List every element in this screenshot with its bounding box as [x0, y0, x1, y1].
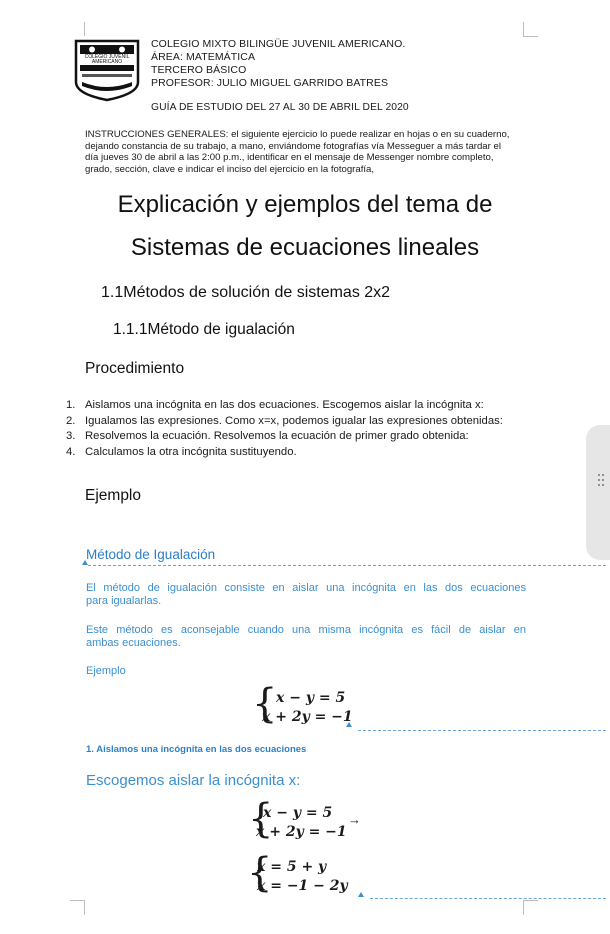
insertion-marker: [358, 892, 364, 897]
procedure-list: [66, 399, 536, 458]
equation: x = 5 + y: [257, 859, 327, 875]
procedure-step: [66, 415, 536, 427]
dashed-rule: [88, 565, 606, 566]
choose-variable-text: Escogemos aislar la incógnita x:: [86, 772, 301, 789]
equation: x + 2y = −1: [262, 709, 353, 725]
instructions-line: dejando constancia de su trabajo, a mano, enviándome fotografías vía Messeguer a más tardar el: [85, 140, 501, 152]
section-heading-methods: 1.1Métodos de solución de sistemas 2x2: [101, 284, 391, 301]
title-line-2: Sistemas de ecuaciones lineales: [130, 234, 480, 261]
drag-grip-icon[interactable]: [597, 473, 605, 487]
paragraph-line: para igualarlas.: [86, 595, 162, 607]
paragraph-line: El método de igualación consiste en aislar una incógnita en las dos ecuaciones: [86, 582, 526, 594]
corner-mark-bottom-left: [70, 900, 85, 915]
instructions-line: INSTRUCCIONES GENERALES: el siguiente ejercicio lo puede realizar en hojas o en su cuaderno,: [85, 129, 510, 140]
school-logo: [72, 38, 142, 102]
method-heading: Método de Igualación: [86, 547, 216, 562]
instructions-line: grado, sección, clave e indicar el inciso del ejercicio en la fotografía,: [85, 163, 375, 175]
procedure-step: [66, 446, 536, 458]
equation: x + 2y = −1: [256, 824, 347, 840]
study-guide-dates: GUÍA DE ESTUDIO DEL 27 AL 30 DE ABRIL DEL 2020: [151, 102, 409, 113]
step-text: Aislamos una incógnita en las dos ecuaciones. Escogemos aislar la incógnita x:: [85, 399, 484, 411]
step-number: 2.: [66, 414, 76, 427]
title-line-1: Explicación y ejemplos del tema de: [117, 191, 493, 218]
general-instructions: [85, 129, 525, 175]
step-number: 4.: [66, 445, 76, 458]
school-name: COLEGIO MIXTO BILINGÜE JUVENIL AMERICANO.: [151, 38, 406, 50]
arrow-icon: →: [348, 812, 361, 827]
method-paragraph-1: [86, 582, 526, 608]
corner-mark-top-left: [70, 22, 85, 36]
procedure-heading: Procedimiento: [85, 360, 185, 377]
procedure-step: [66, 430, 536, 442]
section-heading-equalization: 1.1.1Método de igualación: [113, 321, 295, 338]
teacher-name: PROFESOR: JULIO MIGUEL GARRIDO BATRES: [151, 77, 389, 89]
method-paragraph-2: [86, 624, 526, 650]
corner-mark-bottom-right: [523, 900, 538, 915]
step-text: Resolvemos la ecuación. Resolvemos la ecuación de primer grado obtenida:: [85, 430, 469, 443]
equation: x = −1 − 2y: [257, 878, 348, 894]
method-example-label: Ejemplo: [86, 665, 126, 677]
insertion-marker: [346, 722, 352, 727]
step-text: Igualamos las expresiones. Como x=x, podemos igualar las expresiones obtenidas:: [85, 414, 503, 427]
step-number: 3.: [66, 430, 76, 443]
step-text: Calculamos la otra incógnita sustituyendo.: [85, 445, 297, 458]
brace-symbol: {: [252, 681, 278, 727]
brace-symbol: {: [248, 796, 274, 842]
subject-area: ÁREA: MATEMÁTICA: [151, 51, 256, 63]
equation: x − y = 5: [263, 805, 333, 821]
dashed-rule: [358, 730, 606, 731]
equation: x − y = 5: [276, 690, 346, 706]
brace-symbol: {: [247, 850, 273, 896]
logo-text: COLEGIO JUVENIL AMERICANO: [84, 54, 130, 65]
grade-level: TERCERO BÁSICO: [151, 64, 247, 76]
example-heading: Ejemplo: [85, 487, 141, 504]
step-1-heading: 1. Aislamos una incógnita en las dos ecuaciones: [86, 744, 307, 755]
instructions-line: día jueves 30 de abril a las 2:00 p.m., identificar en el mensaje de Messenger nombre completo,: [85, 152, 494, 163]
paragraph-line: Este método es aconsejable cuando una misma incógnita es fácil de aislar en: [86, 624, 526, 636]
corner-mark-top-right: [523, 22, 538, 37]
procedure-step: [66, 399, 536, 411]
step-number: 1.: [66, 399, 76, 411]
side-panel-handle[interactable]: [586, 425, 610, 560]
paragraph-line: ambas ecuaciones.: [86, 637, 181, 649]
dashed-rule: [370, 898, 606, 899]
